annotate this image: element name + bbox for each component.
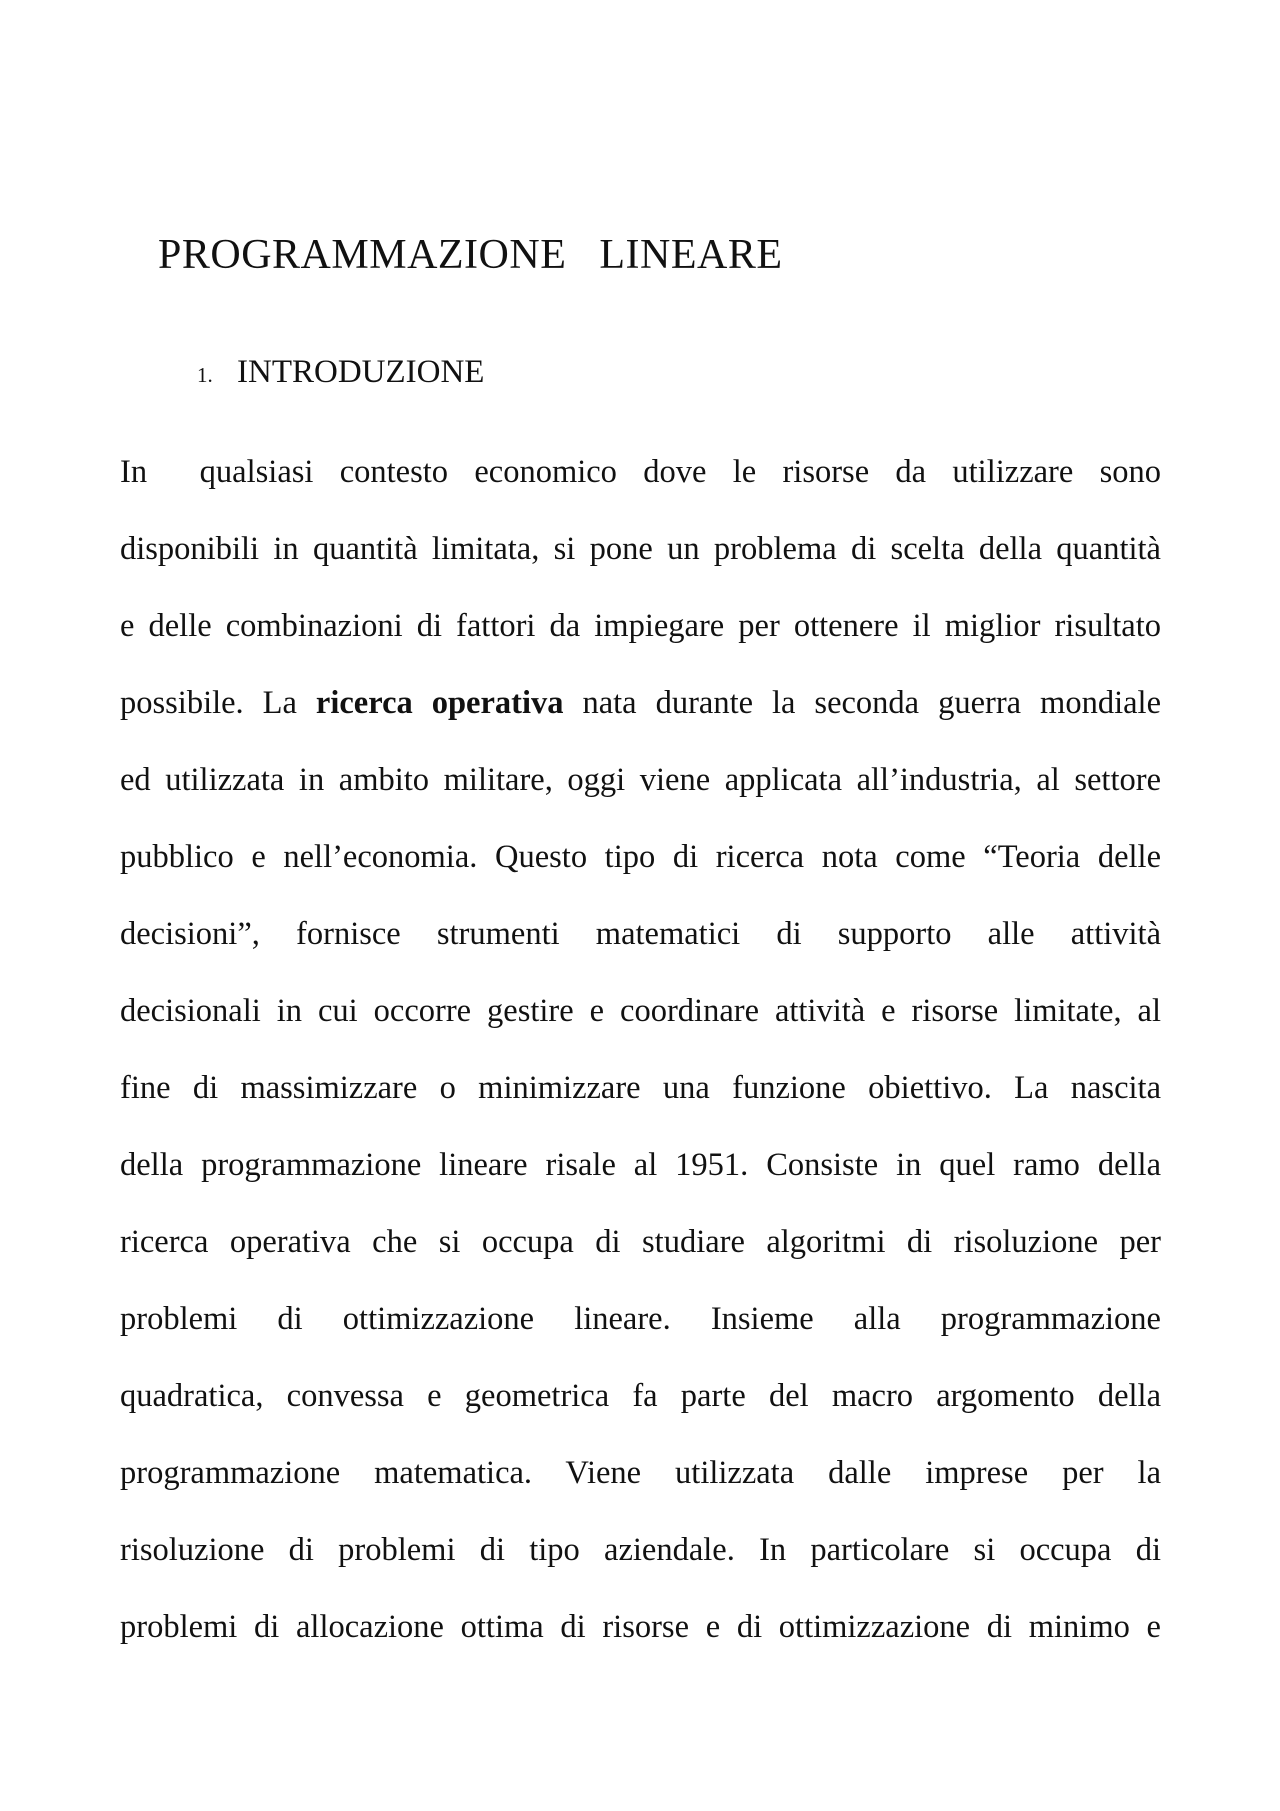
- paragraph-line: disponibili in quantità limitata, si pone un problema di scelta della quantità: [120, 531, 1161, 567]
- line-text-post: nata durante la seconda guerra mondiale: [563, 685, 1161, 721]
- paragraph-line: problemi di ottimizzazione lineare. Insieme alla programmazione: [120, 1301, 1161, 1337]
- paragraph-line: ed utilizzata in ambito militare, oggi viene applicata all’industria, al settore: [120, 762, 1161, 798]
- line-text-pre: possibile. La: [120, 685, 316, 721]
- section-title: INTRODUZIONE: [237, 354, 485, 390]
- paragraph-line: [120, 683, 1161, 760]
- paragraph-line: pubblico e nell’economia. Questo tipo di ricerca nota come “Teoria delle: [120, 839, 1161, 875]
- paragraph-line: fine di massimizzare o minimizzare una funzione obiettivo. La nascita: [120, 1070, 1161, 1106]
- section-number: 1.: [197, 363, 213, 387]
- paragraph-line: programmazione matematica. Viene utilizzata dalle imprese per la: [120, 1455, 1161, 1491]
- paragraph-line: della programmazione lineare risale al 1951. Consiste in quel ramo della: [120, 1147, 1161, 1183]
- paragraph-line: decisionali in cui occorre gestire e coordinare attività e risorse limitate, al: [120, 993, 1161, 1029]
- paragraph-line: e delle combinazioni di fattori da impiegare per ottenere il miglior risultato: [120, 608, 1161, 644]
- bold-term-ricerca-operativa: ricerca operativa: [315, 685, 564, 721]
- paragraph-line: quadratica, convessa e geometrica fa parte del macro argomento della: [120, 1378, 1161, 1414]
- body-paragraph: [120, 452, 1161, 1684]
- paragraph-line: ricerca operativa che si occupa di studiare algoritmi di risoluzione per: [120, 1224, 1161, 1260]
- section-heading: [197, 352, 484, 395]
- paragraph-line: In qualsiasi contesto economico dove le risorse da utilizzare sono: [120, 454, 1161, 490]
- paragraph-line: decisioni”, fornisce strumenti matematici di supporto alle attività: [120, 916, 1161, 952]
- paragraph-line: risoluzione di problemi di tipo aziendale. In particolare si occupa di: [120, 1532, 1161, 1568]
- document-title: PROGRAMMAZIONE LINEARE: [158, 232, 783, 278]
- paragraph-line: problemi di allocazione ottima di risorse e di ottimizzazione di minimo e: [120, 1609, 1161, 1645]
